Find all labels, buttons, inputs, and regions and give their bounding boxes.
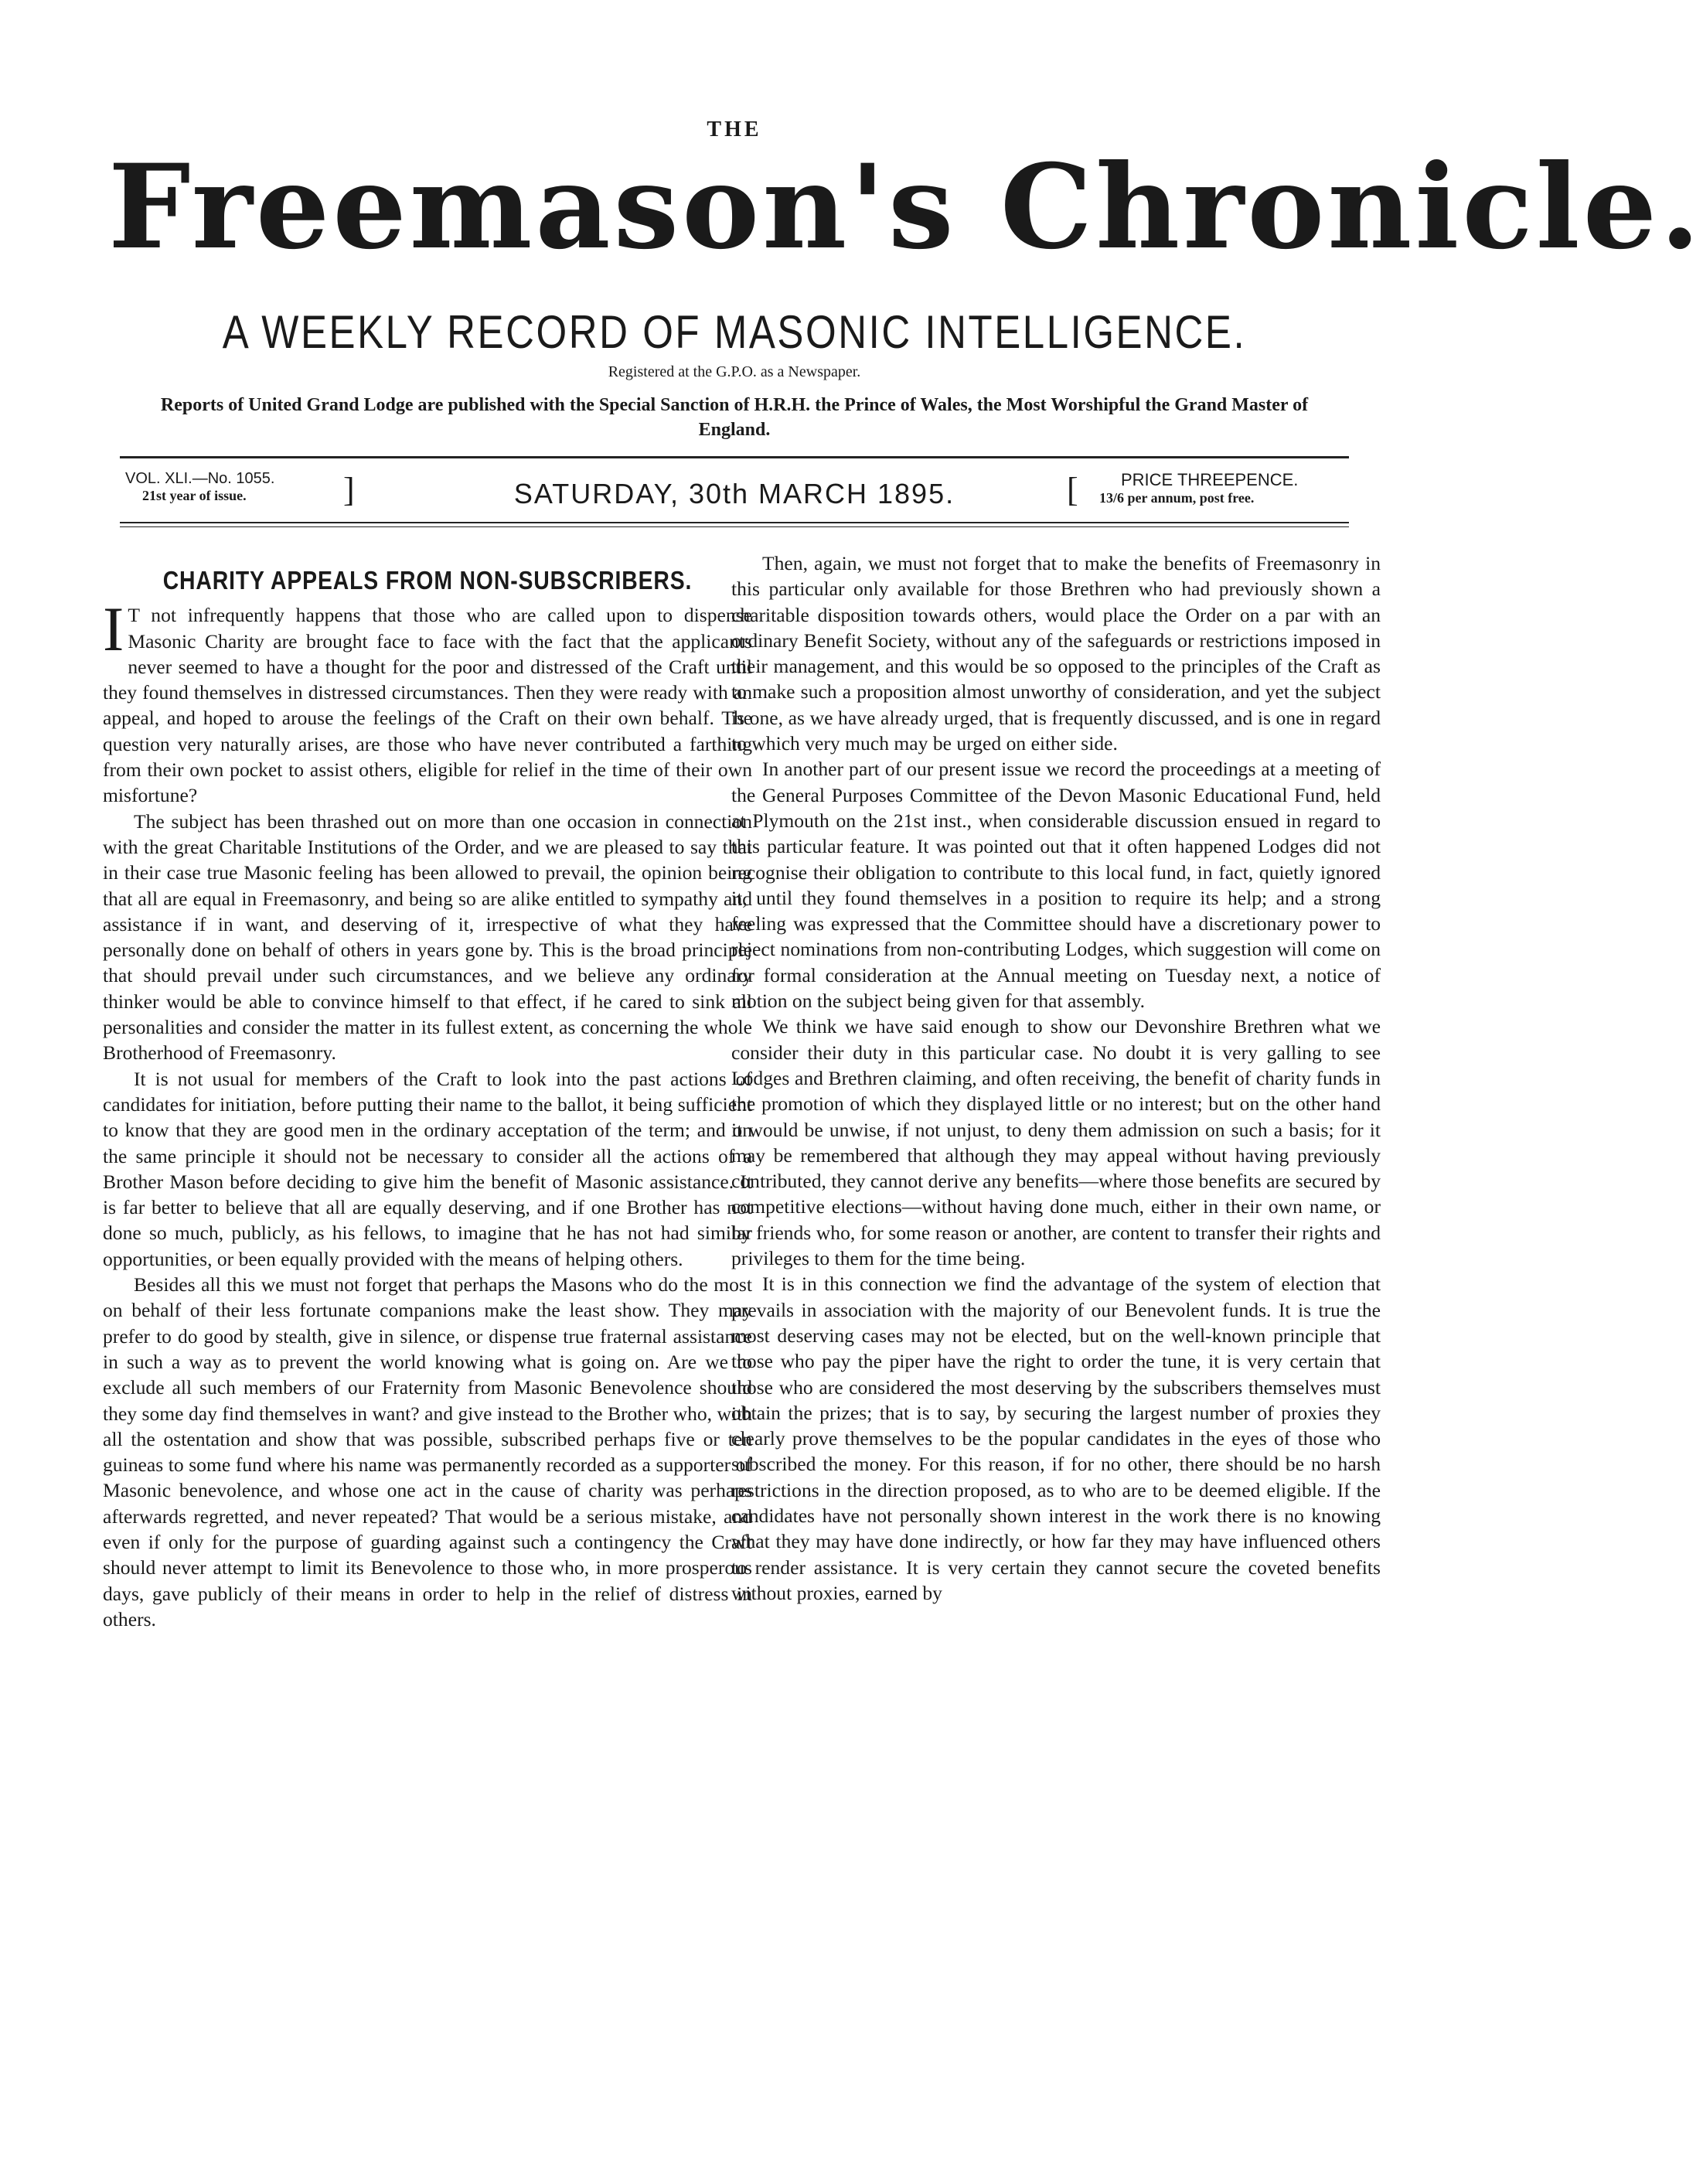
- article-column-left: [103, 550, 752, 1632]
- article-paragraph: The subject has been thrashed out on more than one occasion in connection with the great Charitable Institutions of the Order, and we are pleased to say that in their case true Masonic feeling has been allowed to prevail, the opinion being that all are equal in Freemasonry, and being so are alike entitled to sympathy and assistance if in want, and deserving of it, irrespective of what they have personally done on behalf of others in years gone by. This is the broad principle that should prevail under such circumstances, and we believe any ordinary thinker would be able to convince himself to that effect, if he cared to sink all personalities and consider the matter in its fullest extent, as concerning the whole Brotherhood of Freemasonry.: [103, 809, 752, 1065]
- article-paragraph: Then, again, we must not forget that to make the benefits of Freemasonry in this particular only available for those Brethren who had previously shown a charitable disposition towards others, would place the Order on a par with an ordinary Benefit Society, without any of the safeguards or restrictions imposed in their management, and this would be so opposed to the principles of the Craft as to make such a proposition almost unworthy of consideration, and yet the subject is one, as we have already urged, that is frequently discussed, and is one in regard to which very much may be urged on either side.: [731, 552, 1381, 755]
- masthead-title: Freemason's Chronicle.: [108, 139, 1703, 275]
- header-rule-bottom-thin: [120, 526, 1349, 527]
- drop-cap: I: [103, 594, 124, 665]
- price-bracket: [: [1067, 471, 1078, 509]
- price-info: [1067, 470, 1345, 509]
- article-paragraph: I T not infrequently happens that those who are called upon to dispense Masonic Charity are brought face to face with the fact that the applicants never seemed to have a thought for the poor and distressed of the Craft until they found themselves in distressed circumstances. Then they were ready with an appeal, and hoped to arouse the feelings of the Craft on their own behalf. The question very naturally arises, are those who have never contributed a farthing from their own pocket to assist others, eligible for relief in the time of their own misfortune?: [103, 594, 752, 807]
- header-rule-top: [120, 456, 1349, 458]
- masthead-the: THE: [707, 118, 762, 141]
- header-rule-bottom: [120, 522, 1349, 523]
- registration-note: Registered at the G.P.O. as a Newspaper.: [608, 363, 861, 380]
- masthead-subtitle: A WEEKLY RECORD OF MASONIC INTELLIGENCE.: [222, 306, 1247, 358]
- article-paragraph: We think we have said enough to show our Devonshire Brethren what we consider their duty in this particular case. No doubt it is very galling to see Lodges and Brethren claiming, and often receiving, the benefit of charity funds in the promotion of which they displayed little or no interest; but on the other hand it would be unwise, if not unjust, to deny them admission on such a basis; for it may be remembered that although they may appeal without having previously contributed, they cannot derive any benefits—where those benefits are secured by competitive elections—without having done much, either in their own name, or by friends who, for some reason or another, are content to transfer their rights and privileges to them for the time being.: [731, 1015, 1381, 1270]
- issue-date: SATURDAY, 30th MARCH 1895.: [513, 478, 955, 509]
- article-paragraph: Besides all this we must not forget that perhaps the Masons who do the most on behalf of their less fortunate companions make the least show. They may prefer to do good by stealth, give in silence, or dispense true fraternal assistance in such a way as to prevent the world knowing what is going on. Are we to exclude all such members of our Fraternity from Masonic Benevolence should they some day find themselves in want? and give instead to the Brother who, with all the ostentation and show that was possible, subscribed perhaps five or ten guineas to some fund where his name was permanently recorded as a supporter of Masonic benevolence, and whose one act in the cause of charity was perhaps afterwards regretted, and never repeated? That would be a serious mistake, and even if only for the purpose of guarding against such a contingency the Craft should never attempt to limit its Benevolence to those who, in more prosperous days, gave publicly of their means in order to help in the relief of distress in others.: [103, 1273, 752, 1630]
- article-headline: CHARITY APPEALS FROM NON-SUBSCRIBERS.: [162, 566, 693, 595]
- article-column-right: [731, 550, 1381, 1606]
- article-paragraph: It is in this connection we find the advantage of the system of election that prevails in association with the majority of our Benevolent funds. It is true the most deserving cases may not be elected, but on the well-known principle that those who pay the piper have the right to order the tune, it is very certain that those who are considered the most deserving by the subscribers themselves must obtain the prizes; that is to say, by securing the largest number of proxies they clearly prove themselves to be the popular candidates in the eyes of those who subscribed the money. For this reason, if for no other, there should be no harsh restrictions in the direction proposed, as to who are to be deemed eligible. If the candidates have not personally shown interest in the work there is no knowing what they may have done indirectly, or how far they may have influenced others to render assistance. It is very certain they cannot secure the coveted benefits without proxies, earned by: [731, 1273, 1381, 1604]
- price: PRICE THREEPENCE.: [1121, 470, 1299, 489]
- issue-year: 21st year of issue.: [142, 488, 247, 503]
- subscription-rate: 13/6 per annum, post free.: [1099, 490, 1255, 506]
- reports-notice: Reports of United Grand Lodge are published with the Special Sanction of H.R.H. the Prince of Wales, the Most Worshipful the Grand Master of England.: [160, 395, 1309, 440]
- volume-bracket: ]: [343, 471, 355, 509]
- article-paragraph: In another part of our present issue we record the proceedings at a meeting of the General Purposes Committee of the Devon Masonic Educational Fund, held at Plymouth on the 21st inst., when considerable discussion ensued in regard to this particular feature. It was pointed out that it often happened Lodges did not recognise their obligation to contribute to this local fund, in fact, quietly ignored it, until they found themselves in a position to require its help; and a strong feeling was expressed that the Committee should have a discretionary power to reject nominations from non-contributing Lodges, which suggestion will come on for formal consideration at the Annual meeting on Tuesday next, a notice of motion on the subject being given for that assembly.: [731, 758, 1381, 1013]
- volume-number: VOL. XLI.—No. 1055.: [125, 470, 275, 487]
- article-paragraph: It is not usual for members of the Craft to look into the past actions of candidates for initiation, before putting their name to the ballot, it being sufficient to know that they are good men in the ordinary acceptation of the term; and on the same principle it should not be necessary to consider all the actions of a Brother Mason before deciding to give him the benefit of Masonic assistance. It is far better to believe that all are equally deserving, and if one Brother has not done so much, publicly, as his fellows, to imagine that he has not had similar opportunities, or been equally provided with the means of helping others.: [103, 1067, 752, 1270]
